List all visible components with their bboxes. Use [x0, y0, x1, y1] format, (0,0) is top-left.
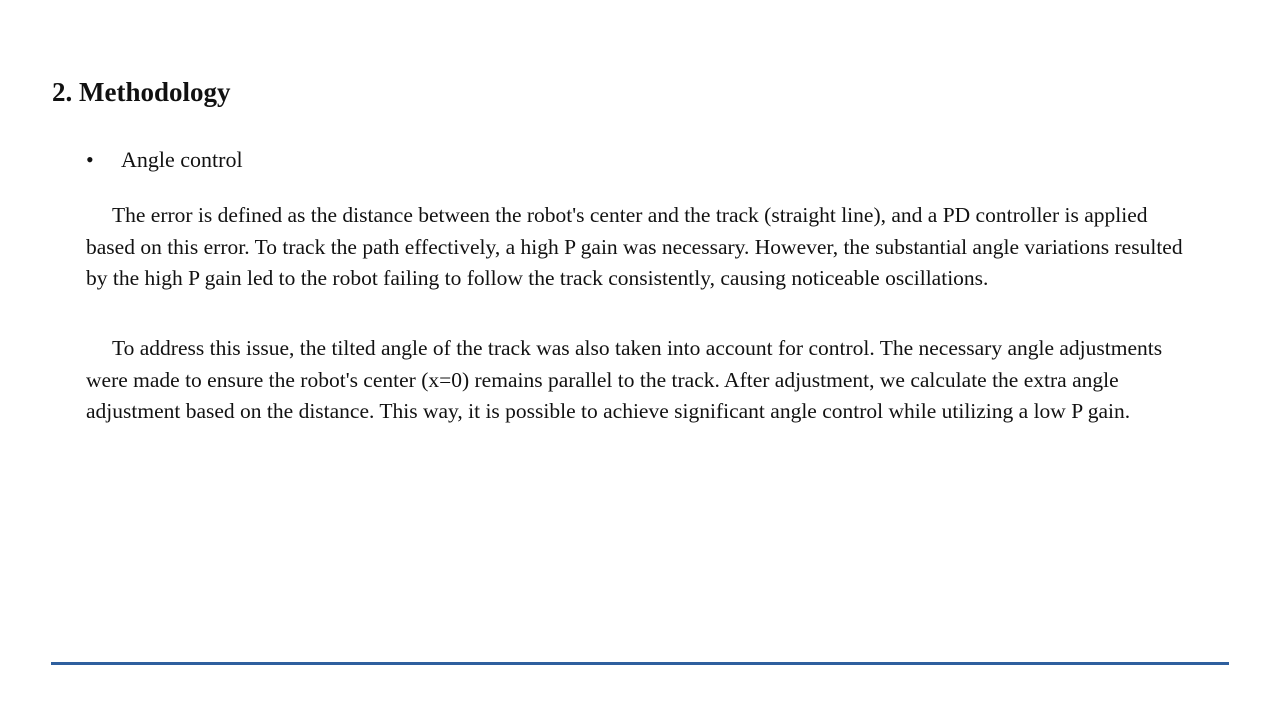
- bullet-icon: •: [86, 147, 94, 172]
- bullet-label: Angle control: [121, 147, 243, 172]
- body-paragraph-2: To address this issue, the tilted angle of the track was also taken into account for control. The necessary angle adjustments were made to ensure the robot's center (x=0) remains parallel to the track. After adjustment, we calculate the extra angle adjustment based on the distance. This way, it is possible to achieve significant angle control while utilizing a low P gain.: [86, 336, 1163, 423]
- slide-title: 2. Methodology: [52, 77, 231, 107]
- bullet-item-angle-control: [86, 144, 243, 176]
- body-paragraph-1: The error is defined as the distance between the robot's center and the track (straight line), and a PD controller is applied based on this error. To track the path effectively, a high P gain was necessary. However, the substantial angle variations resulted by the high P gain led to the robot failing to follow the track consistently, causing noticeable oscillations.: [86, 203, 1183, 290]
- footer-divider: [51, 662, 1229, 665]
